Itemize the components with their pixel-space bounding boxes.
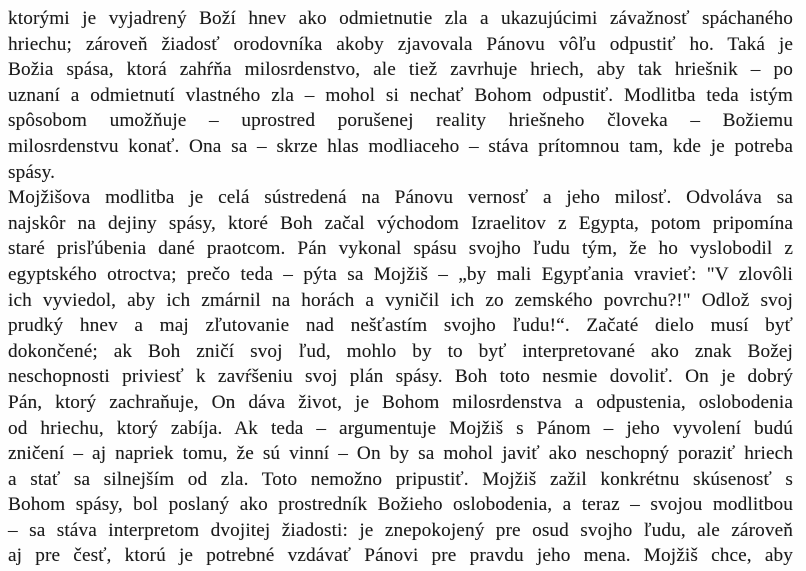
- text-line: hriechu; zároveň žiadosť orodovníka akoby zjavovala Pánovu vôľu odpustiť ho. Taká je: [8, 33, 793, 55]
- text-line: staré prisľúbenia dané praotcom. Pán vykonal spásu svojho ľudu tým, že ho vyslobodil z: [8, 238, 793, 260]
- text-line: uznaní a odmietnutí vlastného zla – mohol si nechať Bohom odpustiť. Modlitba teda istým: [8, 84, 793, 106]
- text-line: ich vyviedol, aby ich zmárnil na horách a vyničil ich zo zemského povrchu?!" Odlož svoj: [8, 289, 793, 311]
- text-line: najskôr na dejiny spásy, ktoré Boh začal východom Izraelitov z Egypta, potom pripomína: [8, 212, 793, 234]
- text-line: spásy.: [8, 161, 56, 183]
- paragraph-1: [8, 6, 793, 185]
- text-line: neschopnosti priviesť k zavŕšeniu svoj plán spásy. Boh toto nesmie dovoliť. On je dobrý: [8, 366, 793, 388]
- paragraph-2: [8, 185, 793, 569]
- text-line: Božia spása, ktorá zahŕňa milosrdenstvo, ale tiež zavrhuje hriech, aby tak hriešnik – po: [8, 59, 793, 81]
- text-line: od hriechu, ktorý zabíja. Ak teda – argumentuje Mojžiš s Pánom – jeho vyvolení budú: [8, 417, 793, 439]
- text-line: Mojžišova modlitba je celá sústredená na Pánovu vernosť a jeho milosť. Odvoláva sa: [8, 187, 793, 209]
- text-line: egyptského otroctva; prečo teda – pýta sa Mojžiš – „by mali Egypťania vravieť: "V zlovôli: [8, 263, 793, 285]
- text-line: milosrdenstvu konať. Ona sa – skrze hlas modliaceho – stáva prítomnou tam, kde je potreba: [8, 135, 793, 157]
- text-line: Bohom spásy, bol poslaný ako prostredník Božieho oslobodenia, a teraz – svojou modlitbou: [8, 494, 793, 516]
- text-line: dokončené; ak Boh zničí svoj ľud, mohlo by to byť interpretované ako znak Božej: [8, 340, 793, 362]
- text-line: spôsobom umožňuje – uprostred porušenej reality hriešneho človeka – Božiemu: [8, 110, 793, 132]
- text-line: a stať sa silnejším od zla. Toto nemožno pripustiť. Mojžiš zažil konkrétnu skúsenosť s: [8, 468, 793, 490]
- text-line: aj pre česť, ktorú je potrebné vzdávať Pánovi pre pravdu jeho mena. Mojžiš chce, aby: [8, 545, 793, 567]
- text-line: Pán, ktorý zachraňuje, On dáva život, je Bohom milosrdenstva a odpustenia, oslobodenia: [8, 391, 793, 413]
- text-line: ktorými je vyjadrený Boží hnev ako odmietnutie zla a ukazujúcimi závažnosť spáchaného: [8, 8, 793, 29]
- text-line: – sa stáva interpretom dvojitej žiadosti: je znepokojený pre osud svojho ľudu, ale zároveň: [8, 519, 793, 541]
- text-line: zničení – aj napriek tomu, že sú vinní – On by sa mohol javiť ako neschopný poraziť hriech: [8, 443, 793, 465]
- text-line: prudký hnev a maj zľutovanie nad nešťastím svojho ľudu!“. Začaté dielo musí byť: [8, 315, 793, 337]
